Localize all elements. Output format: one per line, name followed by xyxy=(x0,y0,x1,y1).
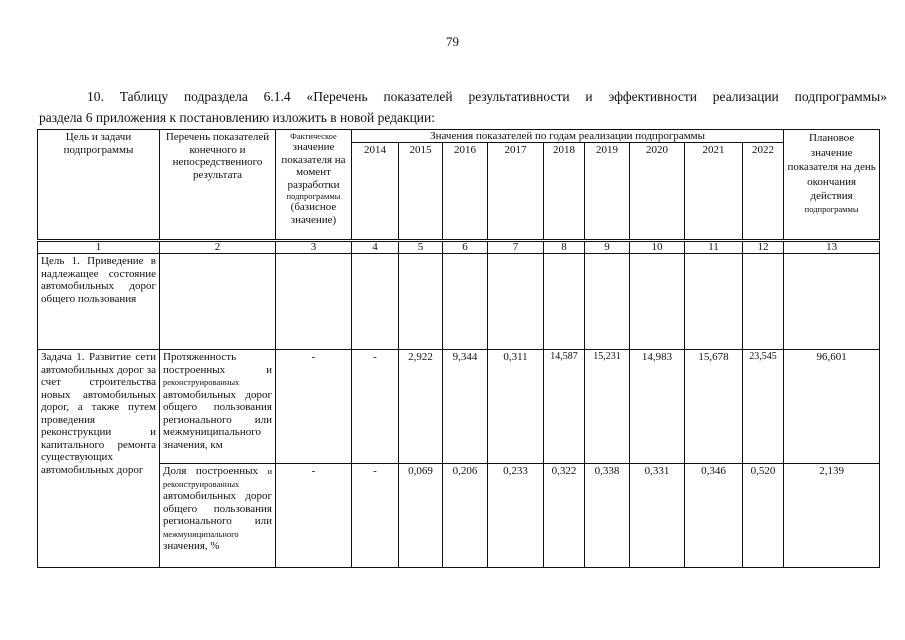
value-cell: 0,338 xyxy=(585,464,630,568)
value-cell: - xyxy=(352,464,399,568)
goal-row xyxy=(38,254,880,350)
value-cell: 14,983 xyxy=(630,350,685,464)
year-cell: 2019 xyxy=(585,143,630,241)
column-number: 6 xyxy=(443,241,488,254)
year-cell: 2020 xyxy=(630,143,685,241)
empty-cell xyxy=(685,254,743,350)
actual-value-cell: - xyxy=(276,464,352,568)
year-cell: 2016 xyxy=(443,143,488,241)
column-number: 8 xyxy=(544,241,585,254)
year-cell: 2018 xyxy=(544,143,585,241)
year-cell: 2022 xyxy=(743,143,784,241)
indicator-text-c: автомобильных дорог общего пользования регионального или межмуниципального значения, км xyxy=(163,388,272,451)
column-number: 7 xyxy=(488,241,544,254)
empty-cell xyxy=(585,254,630,350)
header-indicators: Перечень показателей конечного и непосредственного результата xyxy=(160,130,276,241)
value-cell: 0,069 xyxy=(399,464,443,568)
empty-cell xyxy=(160,254,276,350)
indicator-row-length xyxy=(38,350,880,464)
value-cell: 15,231 xyxy=(585,350,630,464)
intro-line-1: 10. Таблицу подраздела 6.1.4 «Перечень показателей результативности и эффективности реализации подпрограммы» xyxy=(87,89,887,104)
empty-cell xyxy=(488,254,544,350)
header-actual-a: Фактическое xyxy=(290,131,337,141)
value-cell: 0,206 xyxy=(443,464,488,568)
indicator-text-c: автомобильных дорог общего пользования регионального или xyxy=(163,490,272,527)
page-number: 79 xyxy=(446,34,459,49)
empty-cell xyxy=(399,254,443,350)
empty-cell xyxy=(443,254,488,350)
column-number-row xyxy=(38,241,880,254)
header-row-1 xyxy=(38,130,880,143)
year-cell: 2015 xyxy=(399,143,443,241)
empty-cell xyxy=(276,254,352,350)
indicator-text-b: и реконструированных xyxy=(163,466,273,489)
column-number: 13 xyxy=(784,241,880,254)
empty-cell xyxy=(544,254,585,350)
indicators-table xyxy=(37,129,880,568)
intro-paragraph xyxy=(39,86,887,128)
column-number: 12 xyxy=(743,241,784,254)
value-cell: 0,233 xyxy=(488,464,544,568)
column-number: 3 xyxy=(276,241,352,254)
value-cell: 0,311 xyxy=(488,350,544,464)
header-actual-c: подпрограммы xyxy=(286,191,341,201)
header-actual-d: (базисное значение) xyxy=(290,201,337,226)
planned-value-cell: 96,601 xyxy=(784,350,880,464)
value-cell: 0,520 xyxy=(743,464,784,568)
value-cell: 14,587 xyxy=(544,350,585,464)
planned-value-cell: 2,139 xyxy=(784,464,880,568)
value-cell: 23,545 xyxy=(743,350,784,464)
header-actual-value xyxy=(276,130,352,241)
value-cell: 0,331 xyxy=(630,464,685,568)
header-years-group: Значения показателей по годам реализации подпрограммы xyxy=(352,130,784,143)
value-cell: 9,344 xyxy=(443,350,488,464)
empty-cell xyxy=(630,254,685,350)
header-actual-b: значение показателя на момент разработки xyxy=(281,141,346,191)
header-planned-b: подпрограммы xyxy=(804,203,859,214)
empty-cell xyxy=(743,254,784,350)
task-cell: Задача 1. Развитие сети автомобильных дорог за счет строительства новых автомобильных дорог, а также путем проведения реконструкции и капитального ремонта существующих автомобильных дорог xyxy=(38,350,160,568)
column-number: 1 xyxy=(38,241,160,254)
value-cell: 0,346 xyxy=(685,464,743,568)
indicator-text-b: реконструированных xyxy=(163,377,240,387)
indicator-text-d: межмуниципального xyxy=(163,528,239,539)
goal-cell: Цель 1. Приведение в надлежащее состояние автомобильных дорог общего пользования xyxy=(38,254,160,350)
column-number: 10 xyxy=(630,241,685,254)
year-cell: 2014 xyxy=(352,143,399,241)
indicator-cell xyxy=(160,464,276,568)
indicator-cell xyxy=(160,350,276,464)
indicator-text-a: Доля построенных xyxy=(163,465,259,477)
actual-value-cell: - xyxy=(276,350,352,464)
header-planned-a: Плановое значение показателя на день окончания действия xyxy=(787,132,876,202)
indicator-text-a: Протяженность построенных и xyxy=(163,351,272,376)
column-number: 2 xyxy=(160,241,276,254)
empty-cell xyxy=(352,254,399,350)
empty-cell xyxy=(784,254,880,350)
intro-line-2: раздела 6 приложения к постановлению изложить в новой редакции: xyxy=(39,110,436,125)
column-number: 11 xyxy=(685,241,743,254)
indicator-row-share xyxy=(38,464,880,568)
header-goals: Цель и задачи подпрограммы xyxy=(38,130,160,241)
column-number: 5 xyxy=(399,241,443,254)
year-cell: 2017 xyxy=(488,143,544,241)
header-planned-value xyxy=(784,130,880,241)
value-cell: 0,322 xyxy=(544,464,585,568)
value-cell: 15,678 xyxy=(685,350,743,464)
column-number: 9 xyxy=(585,241,630,254)
indicator-text-e: значения, % xyxy=(163,540,220,552)
value-cell: 2,922 xyxy=(399,350,443,464)
value-cell: - xyxy=(352,350,399,464)
year-cell: 2021 xyxy=(685,143,743,241)
column-number: 4 xyxy=(352,241,399,254)
